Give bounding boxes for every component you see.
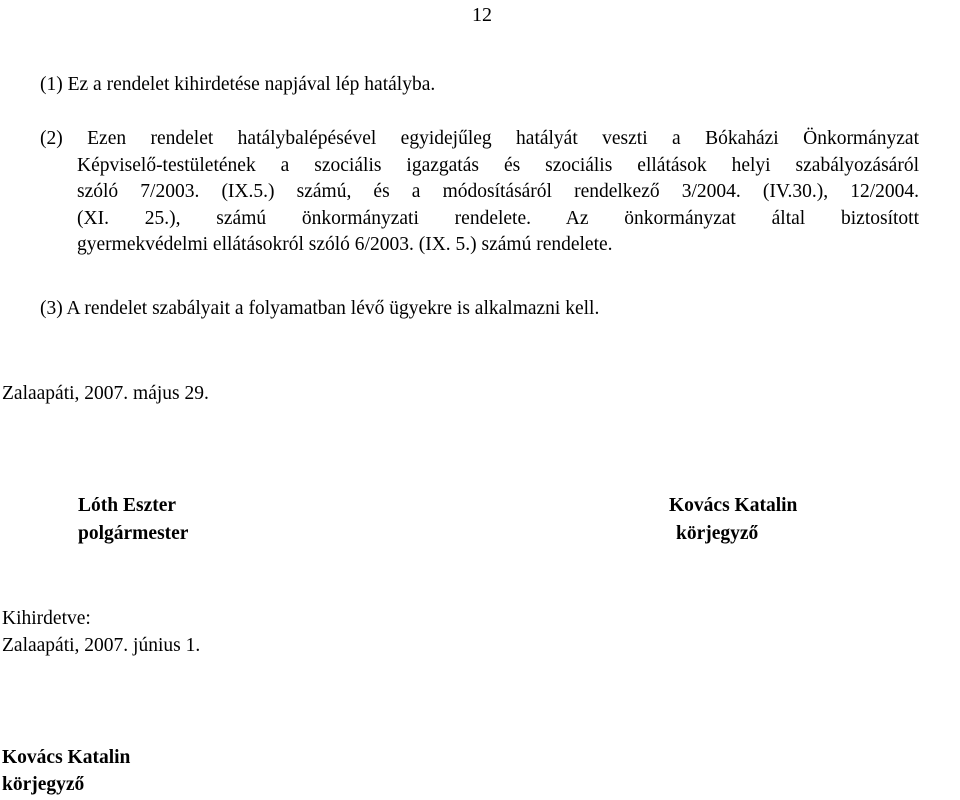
paragraph-1: (1) Ez a rendelet kihirdetése napjával lép hatályba. [40, 74, 436, 95]
paragraph-2-line: gyermekvédelmi ellátásokról szóló 6/2003. (IX. 5.) számú rendelete. [77, 234, 613, 256]
paragraph-2-line: (XI. 25.), számú önkormányzati rendelete. Az önkormányzat által biztosított [77, 207, 919, 229]
paragraph-2 [40, 126, 919, 259]
paragraph-2-line: szóló 7/2003. (IX.5.) számú, és a módosításáról rendelkező 3/2004. (IV.30.), 12/2004. [77, 181, 919, 203]
paragraph-2-line: Képviselő-testületének a szociális igazgatás és szociális ellátások helyi szabályozásáról [77, 154, 919, 176]
announcement-place-date: Zalaapáti, 2007. június 1. [2, 635, 201, 656]
final-signatory-title: körjegyző [2, 774, 85, 795]
final-signatory-name: Kovács Katalin [2, 747, 131, 768]
place-date: Zalaapáti, 2007. május 29. [2, 383, 209, 404]
signatory-right-title: körjegyző [676, 523, 759, 544]
paragraph-3: (3) A rendelet szabályait a folyamatban lévő ügyekre is alkalmazni kell. [40, 298, 600, 319]
announcement-label: Kihirdetve: [2, 608, 91, 629]
signatory-left-name: Lóth Eszter [78, 495, 177, 516]
page-number: 12 [472, 4, 492, 26]
signatory-left-title: polgármester [78, 523, 189, 544]
paragraph-2-line: (2) Ezen rendelet hatálybalépésével egyidejűleg hatályát veszti a Bókaházi Önkormányzat [40, 128, 919, 149]
signatory-right-name: Kovács Katalin [669, 495, 798, 516]
